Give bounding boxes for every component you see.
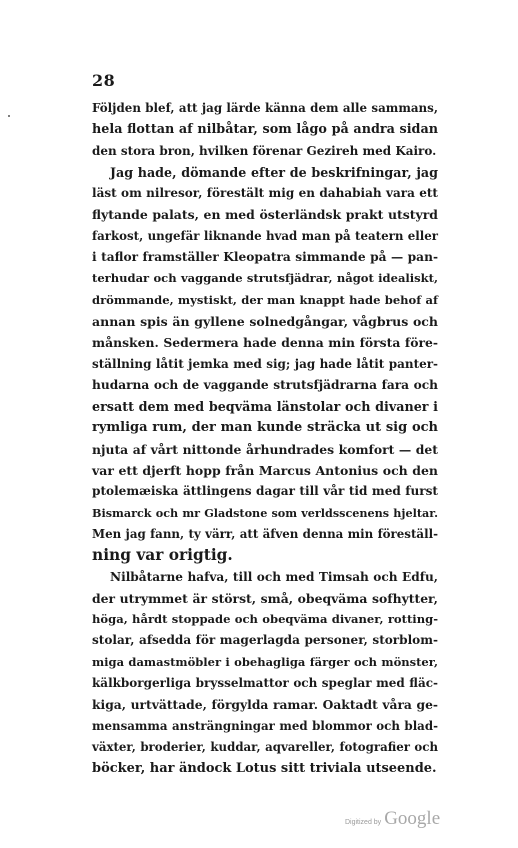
text-line: miga damastmöbler i obehagliga färger och mönster,	[92, 654, 438, 669]
text-line: höga, hårdt stoppade och obeqväma divaner, rotting-	[92, 612, 438, 627]
text-line: kälkborgerliga brysselmattor och speglar med fläc-	[92, 676, 438, 691]
text-line: månsken. Sedermera hade denna min första före-	[92, 335, 438, 351]
text-line: farkost, ungefär liknande hvad man på teatern eller	[92, 228, 438, 243]
text-line: drömmande, mystiskt, der man knappt hade behof af	[92, 292, 438, 307]
text-line: ersatt dem med beqväma länstolar och divaner i	[92, 399, 438, 415]
text-line: stolar, afsedda för magerlagda personer, storblom-	[92, 633, 438, 648]
text-line: ning var origtig.	[92, 546, 233, 565]
paragraph-first-line: Jag hade, dömande efter de beskrifningar, jag	[110, 164, 438, 180]
text-line: hela flottan af nilbåtar, som lågo på andra sidan	[92, 122, 438, 138]
text-line: terhudar och vaggande strutsfjädrar, något idealiskt,	[92, 271, 438, 286]
google-logo: Google	[384, 808, 441, 829]
body-text	[92, 98, 438, 780]
text-line: hudarna och de vaggande strutsfjädrarna fara och	[92, 377, 438, 392]
scan-speck	[8, 115, 10, 117]
text-line: Men jag fann, ty värr, att äfven denna min föreställ-	[92, 526, 438, 541]
text-line: mensamma ansträngningar med blommor och blad-	[92, 718, 438, 733]
text-line: Bismarck och mr Gladstone som verldsscenens hjeltar.	[92, 505, 438, 520]
text-line: annan spis än gyllene solnedgångar, vågbrus och	[92, 313, 438, 329]
text-line: Följden blef, att jag lärde känna dem alle sammans,	[92, 101, 438, 115]
text-line: ptolemæiska ättlingens dagar till vår tid med furst	[92, 484, 438, 499]
text-line: der utrymmet är störst, små, obeqväma sofhytter,	[92, 590, 438, 606]
page-number: 28	[92, 71, 116, 90]
text-line: flytande palats, en med österländsk prakt utstyrd	[92, 207, 438, 223]
text-line: i taflor framställer Kleopatra simmande på — pan-	[92, 250, 438, 265]
text-line: den stora bron, hvilken förenar Gezireh med Kairo.	[92, 143, 437, 158]
text-line: läst om nilresor, förestält mig en dahabiah vara ett	[92, 186, 438, 201]
text-line: böcker, har ändock Lotus sitt triviala utseende.	[92, 761, 437, 777]
text-line: njuta af vårt nittonde århundrades komfort — det	[92, 441, 438, 457]
text-line: kiga, urtvättade, förgylda ramar. Oaktadt våra ge-	[92, 697, 438, 713]
text-line: ställning låtit jemka med sig; jag hade låtit panter-	[92, 356, 438, 371]
paragraph-first-line: Nilbåtarne hafva, till och med Timsah och Edfu,	[110, 569, 438, 584]
text-line: växter, broderier, kuddar, aqvareller, fotografier och	[92, 739, 438, 754]
watermark-prefix: Digitized by	[345, 819, 382, 826]
text-line: rymliga rum, der man kunde sträcka ut sig och	[92, 420, 438, 436]
digitized-watermark	[345, 808, 440, 830]
text-line: var ett djerft hopp från Marcus Antonius och den	[92, 463, 438, 479]
